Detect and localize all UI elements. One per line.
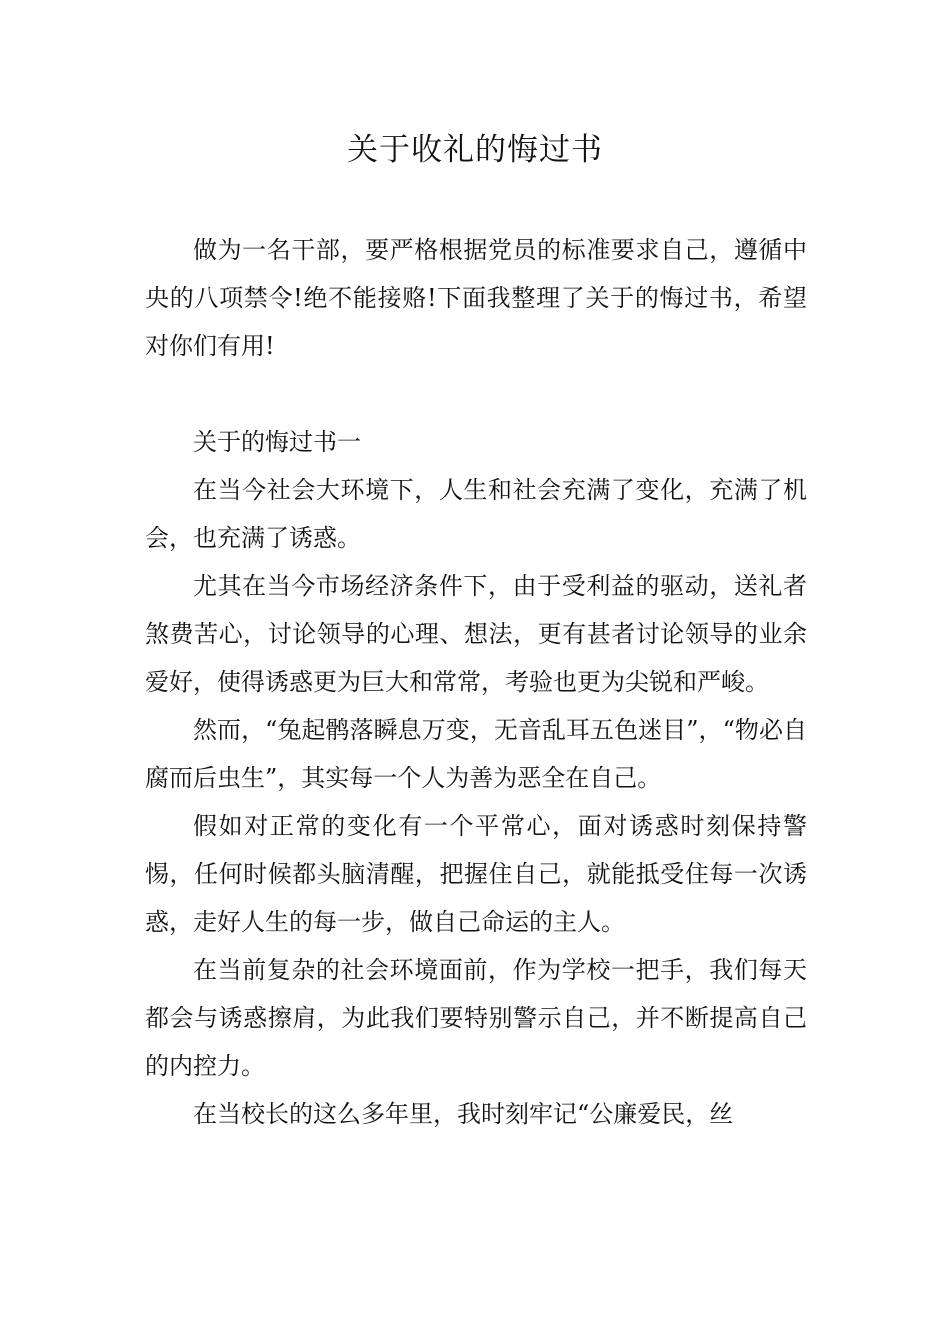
body-paragraph: 在当今社会大环境下，人生和社会充满了变化，充满了机会，也充满了诱惑。	[145, 476, 807, 552]
document-title: 关于收礼的悔过书	[347, 132, 603, 168]
body-paragraph: 假如对正常的变化有一个平常心，面对诱惑时刻保持警惕，任何时候都头脑清醒，把握住自己，就能抵受住每一次诱惑，走好人生的每一步，做自己命运的主人。	[145, 812, 807, 936]
body-paragraph: 在当前复杂的社会环境面前，作为学校一把手，我们每天都会与诱惑擦肩，为此我们要特别警示自己，并不断提高自己的内控力。	[145, 956, 807, 1080]
intro-paragraph: 做为一名干部，要严格根据党员的标准要求自己，遵循中央的八项禁令!绝不能接赂!下面我整理了关于的悔过书，希望对你们有用!	[145, 236, 807, 360]
body-paragraph: 在当校长的这么多年里，我时刻牢记“公廉爱民，丝	[193, 1100, 734, 1128]
body-paragraph: 尤其在当今市场经济条件下，由于受利益的驱动，送礼者煞费苦心，讨论领导的心理、想法，更有甚者讨论领导的业余爱好，使得诱惑更为巨大和常常，考验也更为尖锐和严峻。	[145, 572, 807, 696]
section-heading: 关于的悔过书一	[193, 428, 361, 456]
document-body	[145, 226, 807, 1138]
body-paragraph: 然而，“兔起鹘落瞬息万变，无音乱耳五色迷目”，“物必自腐而后虫生”，其实每一个人为善为恶全在自己。	[145, 716, 807, 792]
